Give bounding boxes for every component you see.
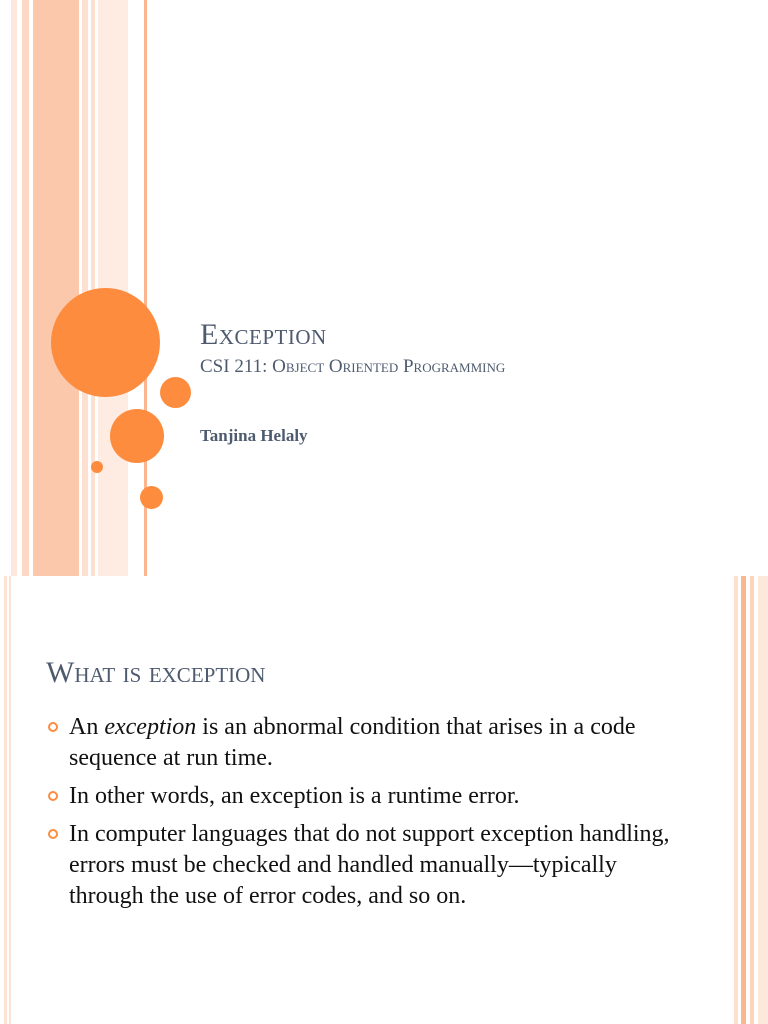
circle-bullet-icon [48, 829, 58, 839]
slide-title: Exception [200, 318, 327, 351]
circle-bullet-icon [48, 791, 58, 801]
decorative-stripe [758, 576, 768, 1024]
author-name: Tanjina Helaly [200, 426, 308, 445]
decorative-stripe [11, 0, 17, 576]
slide-subtitle: CSI 211: Object Oriented Programming [200, 356, 506, 377]
decorative-stripe [22, 0, 29, 576]
decorative-stripe [734, 576, 738, 1024]
slide-heading: What is exception [46, 656, 266, 689]
decorative-stripe [82, 0, 88, 576]
decorative-stripe [33, 0, 79, 576]
decorative-stripe [9, 576, 11, 1024]
bullet-text: In computer languages that do not support exception handling, errors must be checked and handled manually—typically through the use of error codes, and so on. [69, 821, 670, 909]
bullet-text: An exception is an abnormal condition that arises in a code sequence at run time. [69, 714, 636, 771]
decorative-circle [160, 377, 191, 408]
bullet-item [46, 712, 686, 774]
decorative-circle [140, 486, 163, 509]
decorative-circle-large [51, 288, 160, 397]
decorative-stripe [4, 576, 7, 1024]
decorative-circle [91, 461, 103, 473]
decorative-stripe [750, 576, 754, 1024]
bullet-list [46, 712, 686, 919]
circle-bullet-icon [48, 722, 58, 732]
bullet-text: In other words, an exception is a runtime error. [69, 783, 520, 809]
decorative-circle [110, 409, 164, 463]
bullet-item [46, 781, 686, 812]
bullet-item [46, 819, 686, 912]
content-slide [0, 576, 768, 1024]
decorative-stripe [741, 576, 746, 1024]
